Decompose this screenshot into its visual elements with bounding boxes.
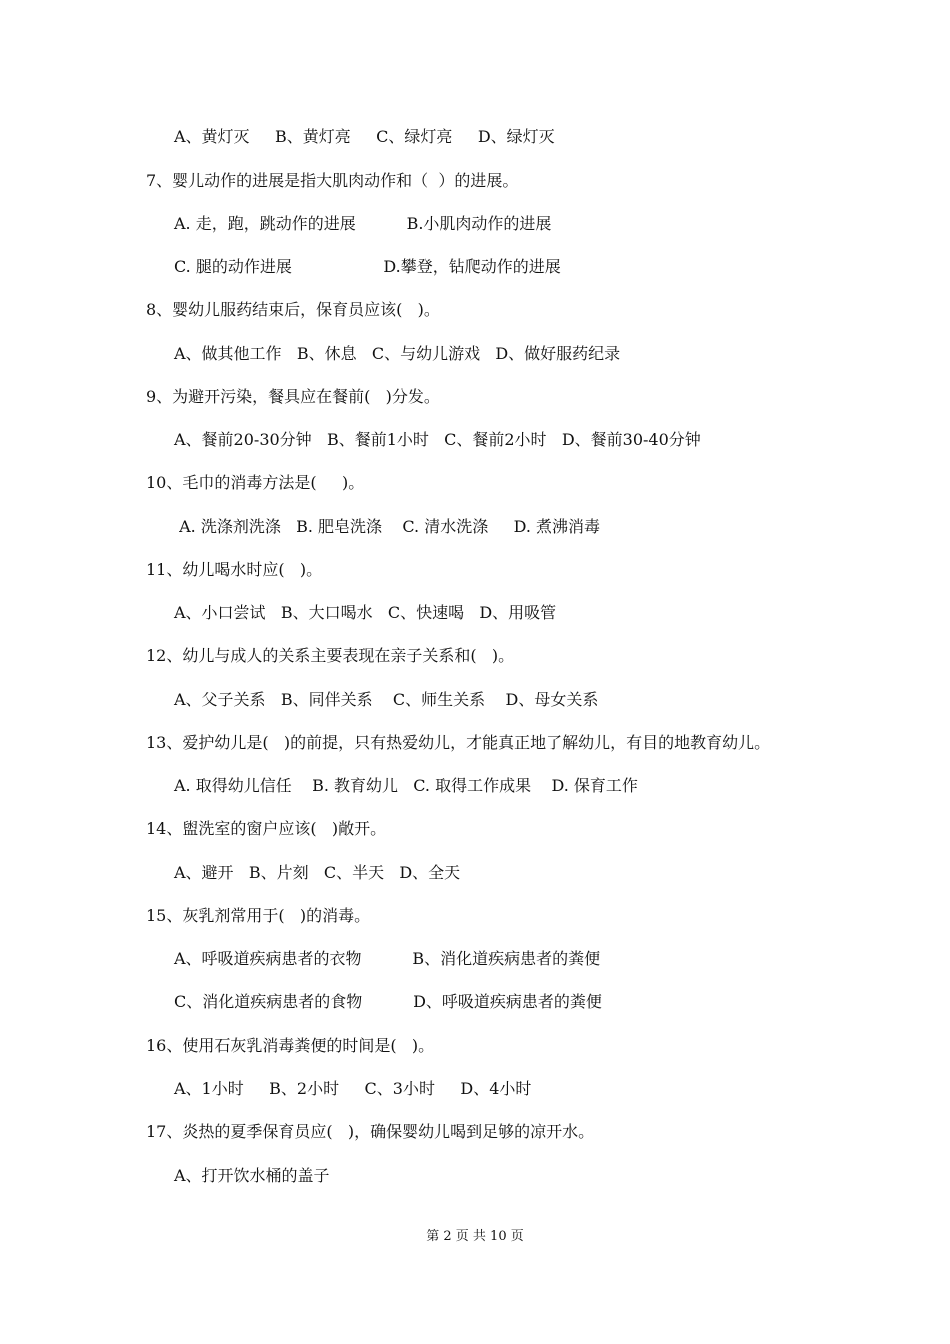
question-line: 7、婴儿动作的进展是指大肌肉动作和（ ）的进展。	[146, 171, 519, 190]
options-line: A、1小时 B、2小时 C、3小时 D、4小时	[174, 1079, 532, 1098]
options-line: A、打开饮水桶的盖子	[174, 1166, 330, 1185]
question-line: 12、幼儿与成人的关系主要表现在亲子关系和( )。	[146, 646, 515, 665]
question-line: 10、毛巾的消毒方法是( )。	[146, 473, 365, 492]
page-number-footer: 第 2 页 共 10 页	[426, 1229, 524, 1244]
question-line: 17、炎热的夏季保育员应( )，确保婴幼儿喝到足够的凉开水。	[146, 1122, 595, 1141]
options-line: C. 腿的动作进展 D.攀登，钻爬动作的进展	[174, 257, 561, 276]
options-line: A、餐前20-30分钟 B、餐前1小时 C、餐前2小时 D、餐前30-40分钟	[174, 430, 701, 449]
options-line: A、小口尝试 B、大口喝水 C、快速喝 D、用吸管	[174, 603, 557, 622]
question-line: 16、使用石灰乳消毒粪便的时间是( )。	[146, 1036, 435, 1055]
options-line: A、做其他工作 B、休息 C、与幼儿游戏 D、做好服药纪录	[174, 344, 621, 363]
options-line: A. 洗涤剂洗涤 B. 肥皂洗涤 C. 清水洗涤 D. 煮沸消毒	[174, 517, 601, 536]
question-line: 15、灰乳剂常用于( )的消毒。	[146, 906, 371, 925]
options-line: A. 取得幼儿信任 B. 教育幼儿 C. 取得工作成果 D. 保育工作	[174, 776, 638, 795]
question-line: 11、幼儿喝水时应( )。	[146, 560, 323, 579]
question-line: 13、爱护幼儿是( )的前提，只有热爱幼儿，才能真正地了解幼儿，有目的地教育幼儿。	[146, 733, 771, 752]
question-line: 8、婴幼儿服药结束后，保育员应该( )。	[146, 300, 440, 319]
options-line: A、黄灯灭 B、黄灯亮 C、绿灯亮 D、绿灯灭	[174, 127, 555, 146]
options-line: A、避开 B、片刻 C、半天 D、全天	[174, 863, 461, 882]
options-line: C、消化道疾病患者的食物 D、呼吸道疾病患者的粪便	[174, 992, 602, 1011]
options-line: A. 走，跑，跳动作的进展 B.小肌肉动作的进展	[174, 214, 552, 233]
question-line: 14、盥洗室的窗户应该( )敞开。	[146, 819, 387, 838]
options-line: A、父子关系 B、同伴关系 C、师生关系 D、母女关系	[174, 690, 599, 709]
options-line: A、呼吸道疾病患者的衣物 B、消化道疾病患者的粪便	[174, 949, 601, 968]
question-line: 9、为避开污染，餐具应在餐前( )分发。	[146, 387, 440, 406]
